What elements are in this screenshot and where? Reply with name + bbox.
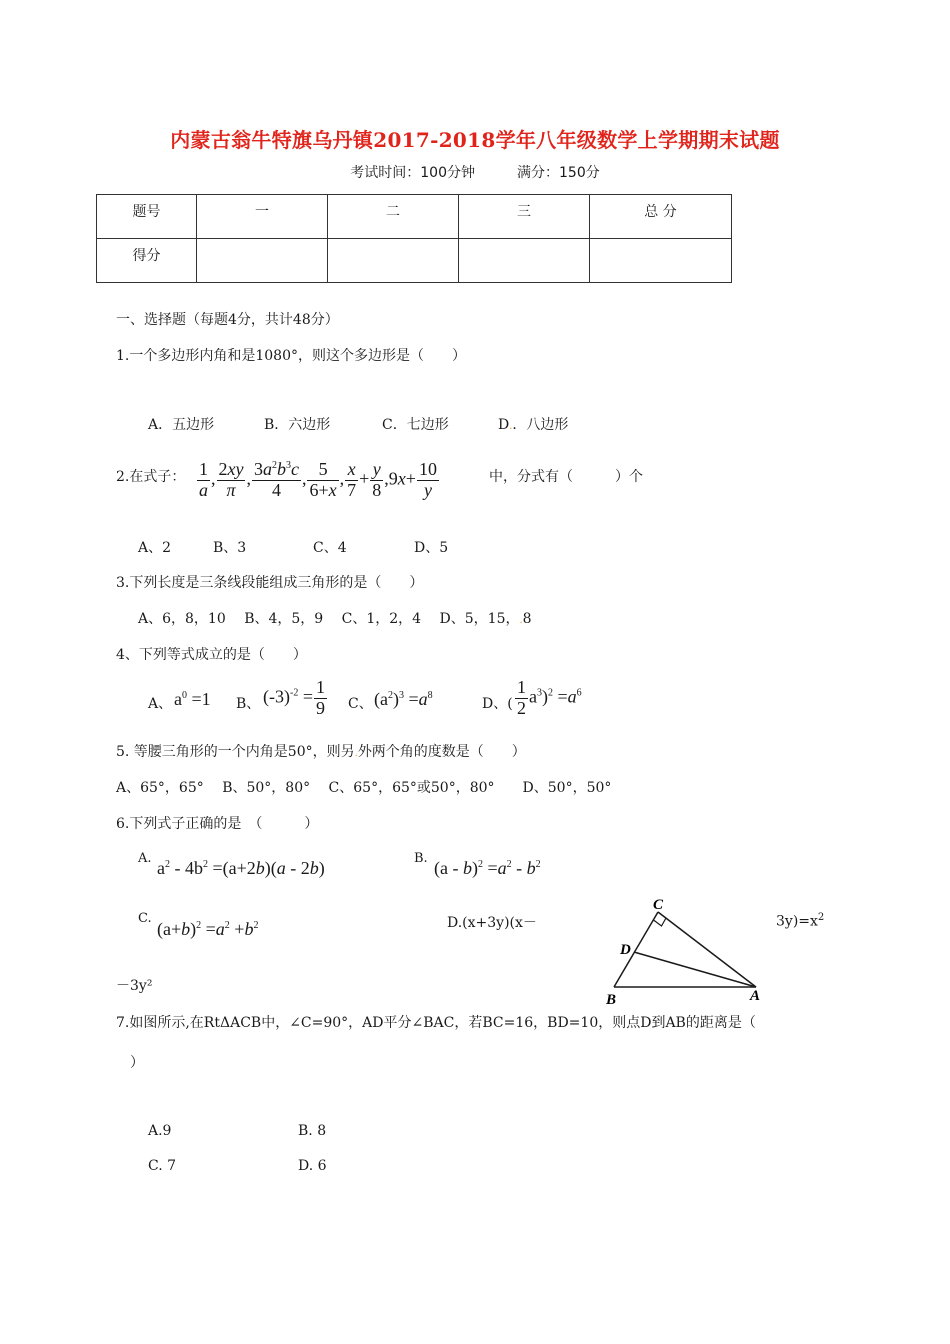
q1-option-c: C．七边形 xyxy=(382,417,449,433)
q7-option-c: C. 7 xyxy=(148,1158,177,1174)
q2-prefix: 2.在式子： xyxy=(116,469,186,485)
q7-option-b: B. 8 xyxy=(298,1123,327,1139)
q5-stem-end: 外两个角的度数是（ ） xyxy=(357,744,526,760)
score-table xyxy=(96,194,732,283)
score-cell xyxy=(459,239,590,283)
q4-label-a: A、 xyxy=(148,696,173,712)
bisector-ad xyxy=(634,952,756,987)
q2-option-a: A、2 xyxy=(138,540,172,556)
ink-mark: . xyxy=(519,615,523,626)
q2-option-b: B、3 xyxy=(213,540,247,556)
q6-stem: 6.下列式子正确的是 （ ） xyxy=(116,816,319,832)
header-cell: 总 分 xyxy=(590,195,732,239)
q5-stem-start: 5. 等腰三角形的一个内角是50°，则另 xyxy=(116,744,355,760)
row-label: 得分 xyxy=(97,239,197,283)
header-cell: 一 xyxy=(197,195,328,239)
section-heading: 一、选择题（每题4分，共计48分） xyxy=(116,312,339,328)
q7-option-d: D. 6 xyxy=(298,1158,327,1174)
q6-option-a: $a^2 - 4b^2 =(a+2b)(a - 2b)$ xyxy=(157,858,325,878)
label-d: D xyxy=(620,942,631,958)
q4-label-c: C、 xyxy=(348,696,373,712)
q6-option-d-start: D.(x+3y)(x－ xyxy=(447,915,537,931)
q3-stem: 3.下列长度是三条线段能组成三角形的是（ ） xyxy=(116,575,424,591)
header-cell: 题号 xyxy=(97,195,197,239)
q6-label-c: C. xyxy=(138,911,152,926)
label-c: C xyxy=(653,897,664,913)
q4-stem: 4、下列等式成立的是（ ） xyxy=(116,647,307,663)
q1-option-d-letter: D xyxy=(498,417,510,433)
triangle-figure xyxy=(600,892,770,1008)
q1-option-a: A．五边形 xyxy=(148,417,215,433)
q4-label-d: D、( xyxy=(482,696,513,712)
q6-option-b: $(a - b)^2 =a^2 - b^2$ xyxy=(434,858,541,878)
side-ca xyxy=(658,912,756,987)
q5-options: A、65°，65° B、50°，80° C、65°，65°或50°，80° D、50°，50° xyxy=(116,780,612,796)
q7-stem-cont: ） xyxy=(130,1055,144,1071)
q4-option-d: $\frac{1}{2}$ $a^3)^2 =a^6$ xyxy=(517,677,582,718)
q6-option-c: $(a+b)^2 =a^2 +b^2$ xyxy=(157,919,259,939)
q3-options-tail: 8 xyxy=(522,611,532,627)
ink-mark: . xyxy=(509,421,513,432)
ink-mark: . xyxy=(354,748,358,759)
label-a: A xyxy=(750,988,761,1004)
q1-option-d xyxy=(498,414,568,434)
q1-option-d-text: ．八边形 xyxy=(512,417,569,433)
q2-option-c: C、4 xyxy=(313,540,347,556)
score-cell xyxy=(328,239,459,283)
q6-option-d-middle: $3y)=x^2$ xyxy=(776,912,825,930)
q2-option-d: D、5 xyxy=(414,540,449,556)
label-b: B xyxy=(606,992,617,1008)
page-title: 内蒙古翁牛特旗乌丹镇2017-2018学年八年级数学上学期期末试题 xyxy=(170,128,780,152)
score-cell xyxy=(590,239,732,283)
q4-option-a: $a^0 =1$ xyxy=(174,689,211,709)
q6-option-d-end: －3y² xyxy=(116,978,153,994)
q6-label-b: B. xyxy=(414,851,428,866)
header-cell: 三 xyxy=(459,195,590,239)
q1-option-b: B．六边形 xyxy=(264,417,331,433)
q3-options xyxy=(138,608,532,628)
exam-info xyxy=(0,162,950,182)
q1-stem: 1.一个多边形内角和是1080°，则这个多边形是（ ） xyxy=(116,348,466,364)
right-angle-mark xyxy=(654,918,667,926)
q4-label-b: B、 xyxy=(236,696,261,712)
q7-stem: 7.如图所示,在RtΔACB中，∠C=90°，AD平分∠BAC，若BC=16，BD=10，则点D到AB的距离是（ xyxy=(116,1015,756,1031)
score-table-score-row xyxy=(97,239,732,283)
q4-option-b: $(-3)^{-2}$ = $\frac{1}{9}$ xyxy=(263,677,325,718)
q2-expression: $\frac{1}{a}$ , $\frac{2xy}{\pi}$ , $\frac{3a^2b^3c}{4}$ , $\frac{5}{6+x}$ , $\frac{x}{7}$ + $\frac{y}{8}$ ,9x+ $\frac{10}{y}$ xyxy=(199,459,437,500)
full-score: 满分：150分 xyxy=(517,165,600,181)
q3-options-text: A、6，8，10 B、4，5，9 C、1，2，4 D、5，15， xyxy=(138,611,520,627)
q5-stem xyxy=(116,741,526,761)
q6-label-a: A. xyxy=(138,851,152,866)
q7-option-a: A.9 xyxy=(148,1123,172,1139)
q4-option-c: $(a^2)^3 =a^8$ xyxy=(374,689,433,709)
score-cell xyxy=(197,239,328,283)
header-cell: 二 xyxy=(328,195,459,239)
score-table-header-row xyxy=(97,195,732,239)
exam-time: 考试时间：100分钟 xyxy=(350,165,475,181)
q2-suffix: 中，分式有（ ）个 xyxy=(489,469,643,485)
